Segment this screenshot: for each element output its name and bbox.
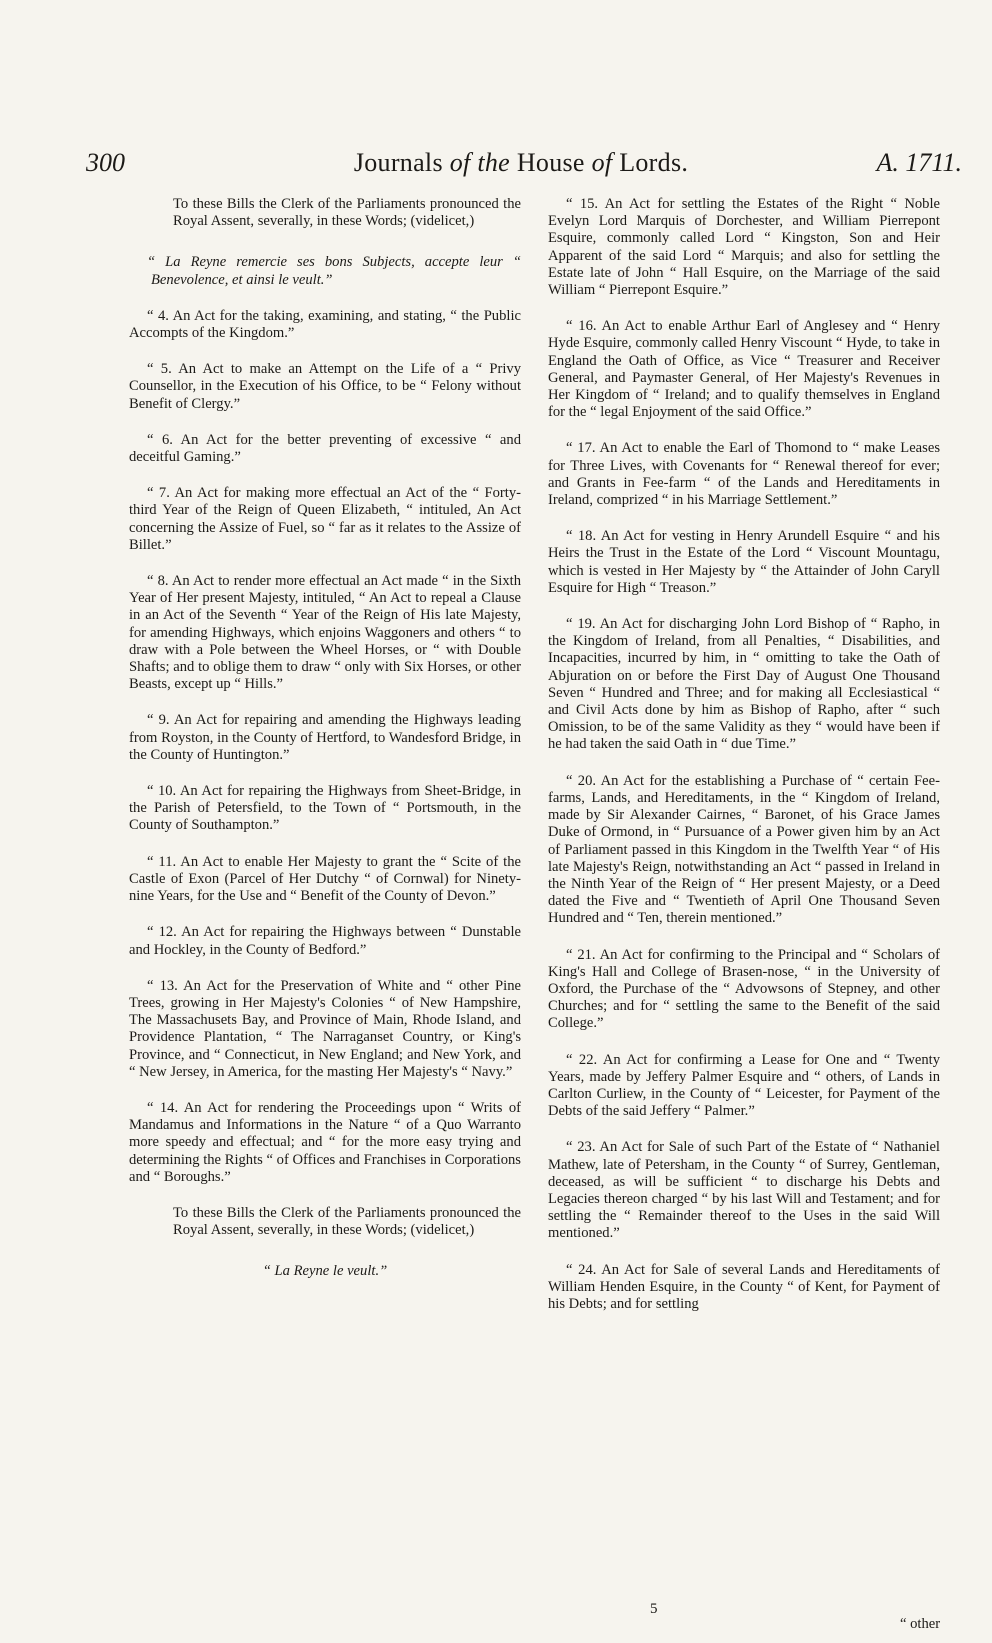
act-entry: “ 22. An Act for confirming a Lease for One and “ Twenty Years, made by Jeffery Palmer Esquire and “ others, of Lands in Carlton Curliew, in the County of “ Leicester, for Payment of the Debts of the said Jeffery “ Palmer.” [548, 1051, 940, 1120]
act-entry: “ 15. An Act for settling the Estates of the Right “ Noble Evelyn Lord Marquis of Dorchester, and William Pierrepont Esquire, commonly called Lord “ Kingston, Son and Heir Apparent of the said Lord “ Marquis; and also for settling the Estate late of John “ Hall Esquire, on the Marriage of the said William “ Pierrepont Esquire.” [548, 196, 940, 299]
act-entry: “ 23. An Act for Sale of such Part of the Estate of “ Nathaniel Mathew, late of Petersham, in the County “ of Surrey, Gentleman, deceased, as will be sufficient “ to discharge his Debts and Legacies thereon charged “ by his last Will and Testament; and for settling the “ Remainder thereof to the Uses in the said Will mentioned.” [548, 1139, 940, 1242]
act-entry: “ 14. An Act for rendering the Proceedings upon “ Writs of Mandamus and Informations in the Nature “ of a Quo Warranto more speedy and effectual; and “ for the more easy trying and determining the Rights “ of Offices and Franchises in Corporations and “ Boroughs.” [129, 1099, 521, 1185]
act-entry: “ 8. An Act to render more effectual an Act made “ in the Sixth Year of Her present Majesty, intituled, “ An Act to repeal a Clause in an Act of the Seventh “ Year of the Reign of His late Majesty, for amending Highways, which enjoins Waggoners and others “ to draw with a Pole between the Wheel Horses, or “ with Double Shafts; and to oblige them to draw “ only with Six Horses, or other Beasts, except up “ Hills.” [129, 573, 521, 693]
act-entry: “ 9. An Act for repairing and amending the Highways leading from Royston, in the County of Hertford, to Wandesford Bridge, in the County of Huntington.” [129, 712, 521, 763]
act-entry: “ 19. An Act for discharging John Lord Bishop of “ Rapho, in the Kingdom of Ireland, from all Penalties, “ Disabilities, and Incapacities, incurred by him, in “ omitting to take the Oath of Abjuration on or before the First Day of August One Thousand Seven “ Hundred and Three; and for making all Ecclesiastical “ and Civil Acts done by him as Bishop of Rapho, after “ such Omission, to be of the same Validity as they “ would have been if he had taken the said Oath in “ due Time.” [548, 616, 940, 753]
act-entry: “ 20. An Act for the establishing a Purchase of “ certain Fee-farms, Lands, and Hereditaments, in the “ Kingdom of Ireland, made by Sir Alexander Cairnes, “ Baronet, of his Grace James Duke of Ormond, in “ Pursuance of a Power given him by an Act of Parliament passed in this Kingdom in the Twelfth Year “ of His late Majesty's Reign, notwithstanding an Act “ passed in Ireland in the Ninth Year of the Reign of “ Her present Majesty, or a Deed dated the Five and “ Twentieth of April One Thousand Seven Hundred and “ Ten, therein mentioned.” [548, 772, 940, 927]
act-entry: “ 6. An Act for the better preventing of excessive “ and deceitful Gaming.” [129, 431, 521, 466]
catchword: “ other [900, 1616, 941, 1632]
assent-formula: “ La Reyne remercie ses bons Subjects, accepte leur “ Benevolence, et ainsi le veult.” [147, 254, 521, 288]
title-word: Lords. [619, 148, 689, 177]
act-entry: “ 24. An Act for Sale of several Lands and Hereditaments of William Henden Esquire, in the County “ of Kent, for Payment of his Debts; and for settling [548, 1261, 940, 1312]
act-entry: “ 5. An Act to make an Attempt on the Life of a “ Privy Counsellor, in the Execution of his Office, to be “ Felony without Benefit of Clergy.” [129, 361, 521, 412]
act-entry: “ 12. An Act for repairing the Highways between “ Dunstable and Hockley, in the County of Bedford.” [129, 924, 521, 958]
right-column [548, 196, 940, 1332]
royal-assent-intro: To these Bills the Clerk of the Parliaments pronounced the Royal Assent, severally, in these Words; (videlicet,) [173, 196, 521, 230]
page-number: 300 [86, 148, 125, 177]
act-entry: “ 10. An Act for repairing the Highways from Sheet-Bridge, in the Parish of Petersfield, to the Town of “ Portsmouth, in the County of Southampton.” [129, 783, 521, 834]
title-word: of [591, 148, 613, 177]
act-entry: “ 16. An Act to enable Arthur Earl of Anglesey and “ Henry Hyde Esquire, commonly called Henry Viscount “ Hyde, to take in England the Oath of Office, as Vice “ Treasurer and Receiver General, and Paymaster General, of Her Majesty's Revenues in Her Kingdom of “ Ireland; and to qualify themselves in England for the “ legal Enjoyment of the said Office.” [548, 318, 940, 421]
royal-assent-outro: To these Bills the Clerk of the Parliaments pronounced the Royal Assent, severally, in these Words; (videlicet,) [173, 1204, 521, 1239]
year-marker: A. 1711. [876, 148, 962, 177]
running-header [60, 148, 982, 192]
title-word: House [516, 148, 585, 177]
left-column [129, 196, 521, 1291]
act-entry: “ 21. An Act for confirming to the Principal and “ Scholars of King's Hall and College of Brasen-nose, “ in the University of Oxford, the Purchase of the “ Advowsons of Stepney, and other Churches; and for “ settling the same to the Benefit of the said College.” [548, 946, 940, 1032]
act-entry: “ 4. An Act for the taking, examining, and stating, “ the Public Accompts of the Kingdom.” [129, 307, 521, 342]
title-word: Journals [353, 148, 443, 177]
assent-formula-short: “ La Reyne le veult.” [262, 1263, 388, 1280]
signature-mark: 5 [650, 1601, 658, 1617]
act-entry: “ 18. An Act for vesting in Henry Arundell Esquire “ and his Heirs the Trust in the Estate of the Lord “ Viscount Mountagu, which is vested in Her Majesty by “ the Attainder of John Caryll Esquire for High “ Treason.” [548, 528, 940, 596]
act-entry: “ 13. An Act for the Preservation of White and “ other Pine Trees, growing in Her Majesty's Colonies “ of New Hampshire, The Massachusets Bay, and Province of Main, Rhode Island, and Providence Plantation, “ The Narraganset Country, or King's Province, and “ Connecticut, in New England; and New York, and “ New Jersey, in America, for the masting Her Majesty's “ Navy.” [129, 977, 521, 1080]
act-entry: “ 17. An Act to enable the Earl of Thomond to “ make Leases for Three Lives, with Covenants for “ Renewal thereof for ever; and Grants in Fee-farm “ of the Lands and Hereditaments in Ireland, comprized “ in his Marriage Settlement.” [548, 440, 940, 509]
act-entry: “ 7. An Act for making more effectual an Act of the “ Forty-third Year of the Reign of Queen Elizabeth, “ intituled, An Act concerning the Assize of Fuel, so “ far as it relates to the Assize of Billet.” [129, 485, 521, 553]
title-word: the [477, 148, 510, 177]
running-title [60, 148, 982, 178]
title-word: of [449, 148, 471, 177]
act-entry: “ 11. An Act to enable Her Majesty to grant the “ Scite of the Castle of Exon (Parcel of Her Dutchy “ of Cornwal) for Ninety-nine Years, for the Use and “ Benefit of the County of Devon.” [129, 853, 521, 905]
